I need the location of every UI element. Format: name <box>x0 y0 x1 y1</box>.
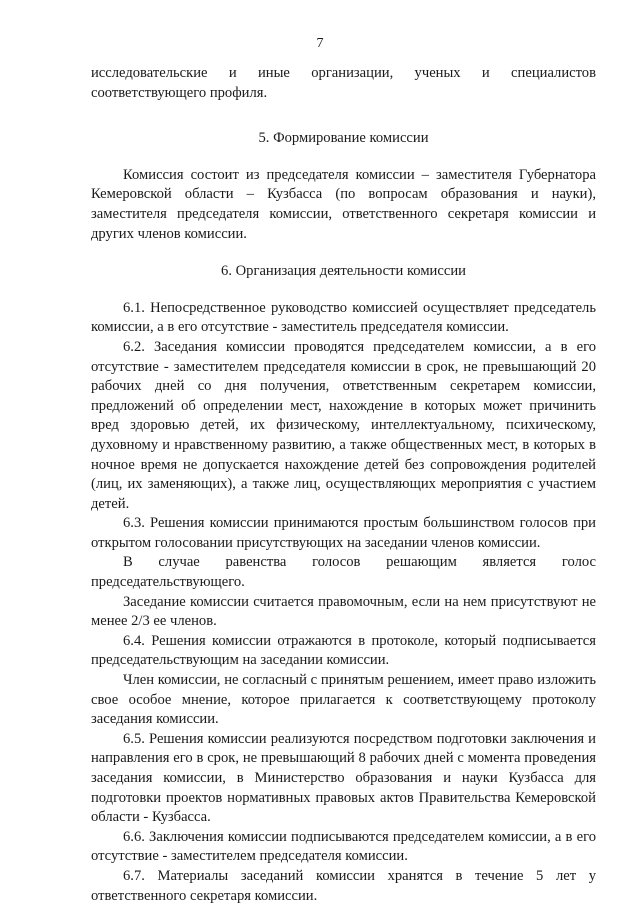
paragraph-6-5: 6.5. Решения комиссии реализуются посредством подготовки заключения и направления его в срок, не превышающий 8 рабочих дней с момента проведения заседания комиссии, в Министерство образования и науки Кузбасса для подготовки проектов нормативных правовых актов Правительства Кемеровской области - Кузбасса. <box>91 730 596 826</box>
page-number: 7 <box>316 36 324 51</box>
section-6-heading: 6. Организация деятельности комиссии <box>221 263 466 280</box>
intro-paragraph: исследовательские и иные организации, ученых и специалистов соответствующего профиля. <box>91 65 596 101</box>
paragraph-6-7: 6.7. Материалы заседаний комиссии хранятся в течение 5 лет у ответственного секретаря комиссии. <box>91 867 596 904</box>
paragraph-6-4-dissent: Член комиссии, не согласный с принятым решением, имеет право изложить свое особое мнение, которое прилагается к соответствующему протоколу заседания комиссии. <box>91 672 596 728</box>
section-5-heading: 5. Формирование комиссии <box>258 130 429 147</box>
paragraph-6-6: 6.6. Заключения комиссии подписываются председателем комиссии, а в его отсутствие - заместителем председателя комиссии. <box>91 828 596 865</box>
document-body <box>91 64 596 906</box>
paragraph-6-3-quorum: Заседание комиссии считается правомочным, если на нем присутствуют не менее 2/3 ее членов. <box>91 593 596 630</box>
paragraph-6-2: 6.2. Заседания комиссии проводятся председателем комиссии, а в его отсутствие - заместителем председателя комиссии в срок, не превышающий 20 рабочих дней со дня получения, ответственным секретарем комиссии, предложений об определении мест, нахождение в которых может причинить вред здоровью детей, их физическому, интеллектуальному, психическому, духовному и нравственному развитию, а также общественных мест, в которых в ночное время не допускается нахождение детей без сопровождения родителей (лиц, их заменяющих), а также лиц, осуществляющих мероприятия с участием детей. <box>91 338 596 512</box>
paragraph-6-4: 6.4. Решения комиссии отражаются в протоколе, который подписывается председательствующим на заседании комиссии. <box>91 632 596 669</box>
paragraph-6-3-tie: В случае равенства голосов решающим является голос председательствующего. <box>91 554 596 591</box>
section-5-paragraph: Комиссия состоит из председателя комиссии – заместителя Губернатора Кемеровской области – Кузбасса (по вопросам образования и науки), заместителя председателя комиссии, ответственного секретаря комиссии и других членов комиссии. <box>91 166 596 242</box>
paragraph-6-3: 6.3. Решения комиссии принимаются простым большинством голосов при открытом голосовании присутствующих на заседании членов комиссии. <box>91 515 596 551</box>
paragraph-6-1: 6.1. Непосредственное руководство комиссией осуществляет председатель комиссии, а в его отсутствие - заместитель председателя комиссии. <box>91 299 596 336</box>
